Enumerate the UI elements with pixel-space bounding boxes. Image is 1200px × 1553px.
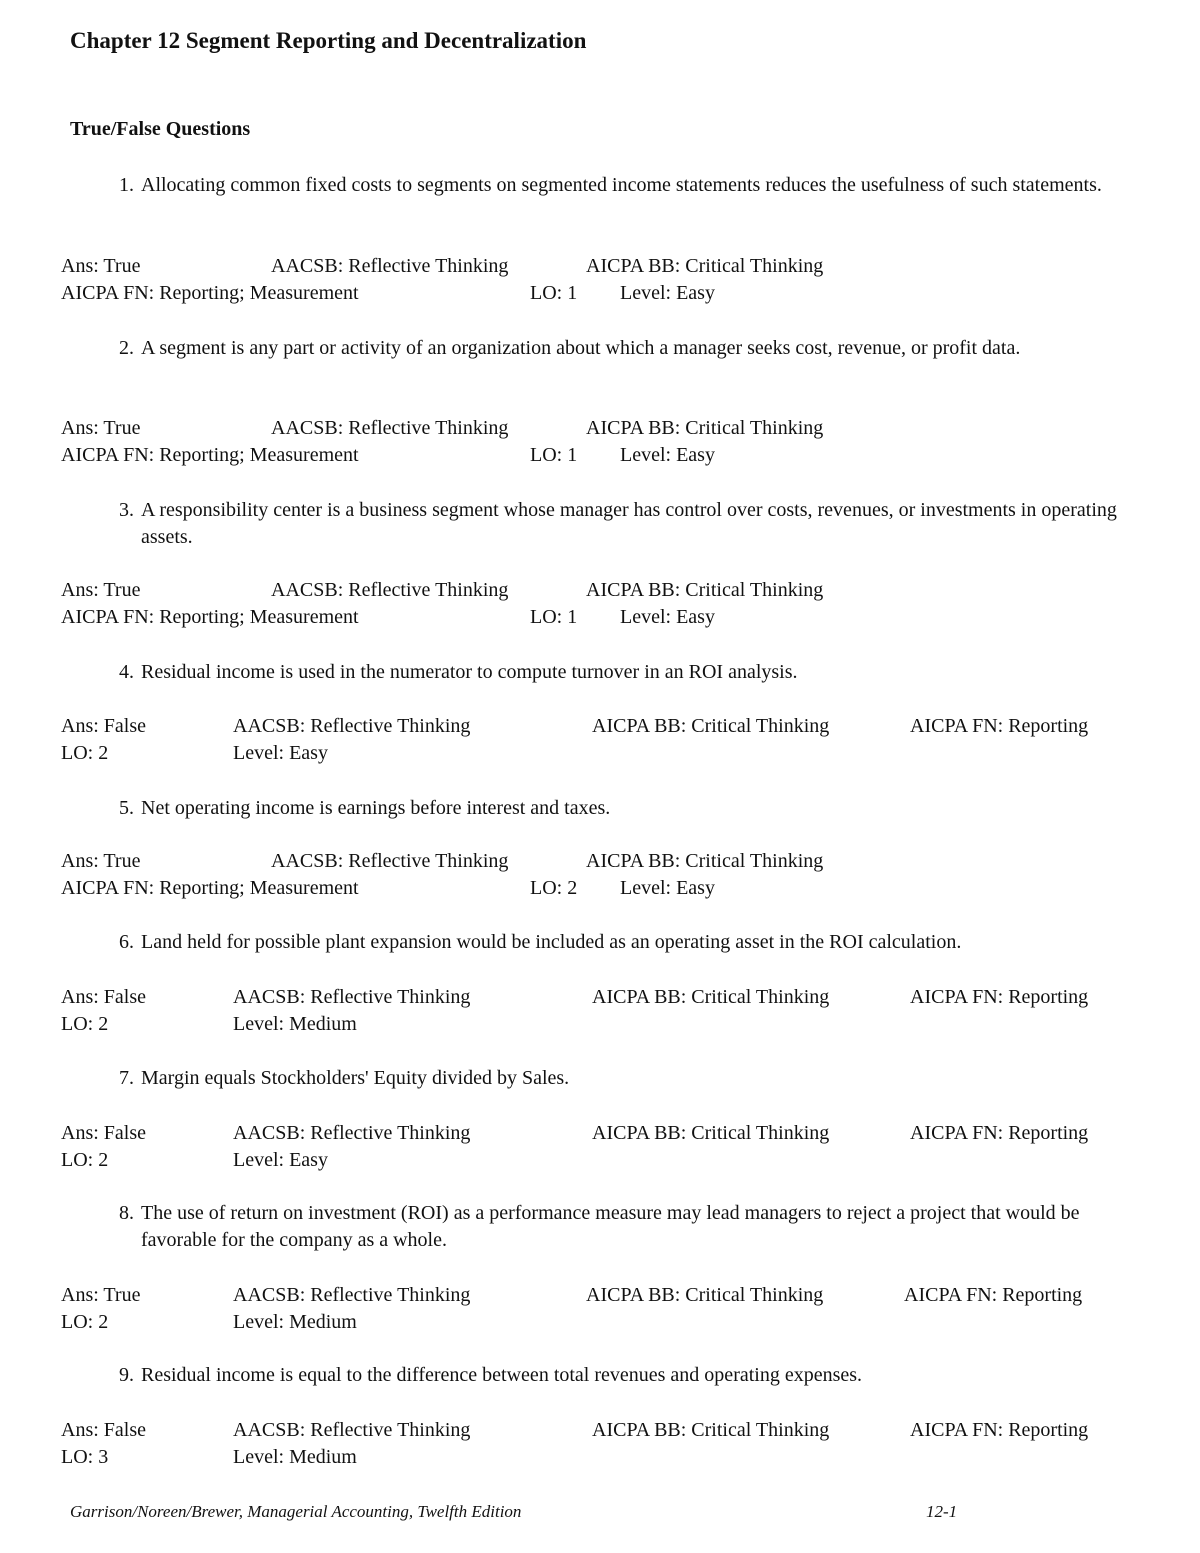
answer-value: Ans: False — [61, 1122, 146, 1144]
question-text: A segment is any part or activity of an organization about which a manager seeks cost, revenue, or profit data. — [141, 337, 1021, 359]
level-tag: Level: Easy — [620, 877, 715, 899]
answer-value: Ans: True — [61, 255, 141, 277]
aacsb-tag: AACSB: Reflective Thinking — [233, 1122, 471, 1144]
lo-tag: LO: 2 — [61, 1013, 109, 1035]
question-text: The use of return on investment (ROI) as a performance measure may lead managers to reject a project that would be favorable for the company as a whole. — [141, 1202, 1080, 1251]
level-tag: Level: Easy — [620, 444, 715, 466]
question-7 — [110, 1065, 1140, 1092]
answer-value: Ans: False — [61, 1419, 146, 1441]
question-number: 2. — [119, 337, 134, 359]
question-number: 3. — [119, 499, 134, 521]
aicpa-bb-tag: AICPA BB: Critical Thinking — [592, 715, 830, 737]
aicpa-bb-tag: AICPA BB: Critical Thinking — [586, 417, 824, 439]
aicpa-fn-tag: AICPA FN: Reporting — [910, 986, 1089, 1008]
aicpa-bb-tag: AICPA BB: Critical Thinking — [586, 1284, 824, 1306]
lo-tag: LO: 1 — [530, 282, 578, 304]
level-tag: Level: Easy — [620, 606, 715, 628]
question-number: 5. — [119, 797, 134, 819]
aicpa-fn-tag: AICPA FN: Reporting; Measurement — [61, 606, 359, 628]
aicpa-bb-tag: AICPA BB: Critical Thinking — [586, 255, 824, 277]
level-tag: Level: Medium — [233, 1446, 357, 1468]
level-tag: Level: Medium — [233, 1013, 357, 1035]
question-number: 1. — [119, 174, 134, 196]
aacsb-tag: AACSB: Reflective Thinking — [233, 1284, 471, 1306]
lo-tag: LO: 2 — [530, 877, 578, 899]
lo-tag: LO: 1 — [530, 444, 578, 466]
aicpa-bb-tag: AICPA BB: Critical Thinking — [592, 1419, 830, 1441]
aicpa-fn-tag: AICPA FN: Reporting — [910, 1122, 1089, 1144]
lo-tag: LO: 2 — [61, 1149, 109, 1171]
answer-value: Ans: True — [61, 1284, 141, 1306]
question-9 — [110, 1362, 1140, 1389]
aicpa-bb-tag: AICPA BB: Critical Thinking — [592, 1122, 830, 1144]
question-text: Net operating income is earnings before interest and taxes. — [141, 797, 611, 819]
chapter-title: Chapter 12 Segment Reporting and Decentralization — [70, 28, 587, 53]
question-text: Land held for possible plant expansion would be included as an operating asset in the ROI calculation. — [141, 931, 962, 953]
question-text: Margin equals Stockholders' Equity divided by Sales. — [141, 1067, 570, 1089]
question-number: 9. — [119, 1364, 134, 1386]
answer-value: Ans: False — [61, 715, 146, 737]
question-8 — [110, 1200, 1140, 1254]
aacsb-tag: AACSB: Reflective Thinking — [233, 715, 471, 737]
aacsb-tag: AACSB: Reflective Thinking — [271, 579, 509, 601]
answer-value: Ans: True — [61, 579, 141, 601]
aicpa-fn-tag: AICPA FN: Reporting; Measurement — [61, 444, 359, 466]
answer-value: Ans: True — [61, 850, 141, 872]
question-5 — [110, 795, 1140, 822]
question-text: Residual income is used in the numerator to compute turnover in an ROI analysis. — [141, 661, 798, 683]
aicpa-fn-tag: AICPA FN: Reporting — [910, 1419, 1089, 1441]
question-text: Residual income is equal to the difference between total revenues and operating expenses. — [141, 1364, 863, 1386]
level-tag: Level: Medium — [233, 1311, 357, 1333]
aicpa-fn-tag: AICPA FN: Reporting; Measurement — [61, 877, 359, 899]
question-4 — [110, 659, 1140, 686]
aicpa-bb-tag: AICPA BB: Critical Thinking — [586, 579, 824, 601]
question-text: Allocating common fixed costs to segments on segmented income statements reduces the usefulness of such statements. — [141, 174, 1102, 196]
question-number: 8. — [119, 1202, 134, 1224]
question-1 — [110, 172, 1140, 199]
footer-citation: Garrison/Noreen/Brewer, Managerial Accounting, Twelfth Edition — [70, 1502, 522, 1521]
aicpa-fn-tag: AICPA FN: Reporting — [904, 1284, 1083, 1306]
lo-tag: LO: 1 — [530, 606, 578, 628]
aacsb-tag: AACSB: Reflective Thinking — [233, 986, 471, 1008]
level-tag: Level: Easy — [233, 1149, 328, 1171]
page-number: 12-1 — [926, 1502, 958, 1521]
section-title: True/False Questions — [70, 118, 251, 140]
aacsb-tag: AACSB: Reflective Thinking — [271, 850, 509, 872]
aicpa-bb-tag: AICPA BB: Critical Thinking — [586, 850, 824, 872]
question-text: A responsibility center is a business segment whose manager has control over costs, revenues, or investments in operating assets. — [141, 499, 1117, 548]
lo-tag: LO: 2 — [61, 742, 109, 764]
question-3 — [110, 497, 1140, 551]
answer-value: Ans: True — [61, 417, 141, 439]
aicpa-fn-tag: AICPA FN: Reporting — [910, 715, 1089, 737]
question-2 — [110, 335, 1140, 362]
answer-value: Ans: False — [61, 986, 146, 1008]
aicpa-fn-tag: AICPA FN: Reporting; Measurement — [61, 282, 359, 304]
question-6 — [110, 929, 1140, 956]
lo-tag: LO: 3 — [61, 1446, 109, 1468]
lo-tag: LO: 2 — [61, 1311, 109, 1333]
question-number: 4. — [119, 661, 134, 683]
level-tag: Level: Easy — [620, 282, 715, 304]
question-number: 7. — [119, 1067, 134, 1089]
level-tag: Level: Easy — [233, 742, 328, 764]
aacsb-tag: AACSB: Reflective Thinking — [271, 417, 509, 439]
aacsb-tag: AACSB: Reflective Thinking — [233, 1419, 471, 1441]
aacsb-tag: AACSB: Reflective Thinking — [271, 255, 509, 277]
aicpa-bb-tag: AICPA BB: Critical Thinking — [592, 986, 830, 1008]
question-number: 6. — [119, 931, 134, 953]
